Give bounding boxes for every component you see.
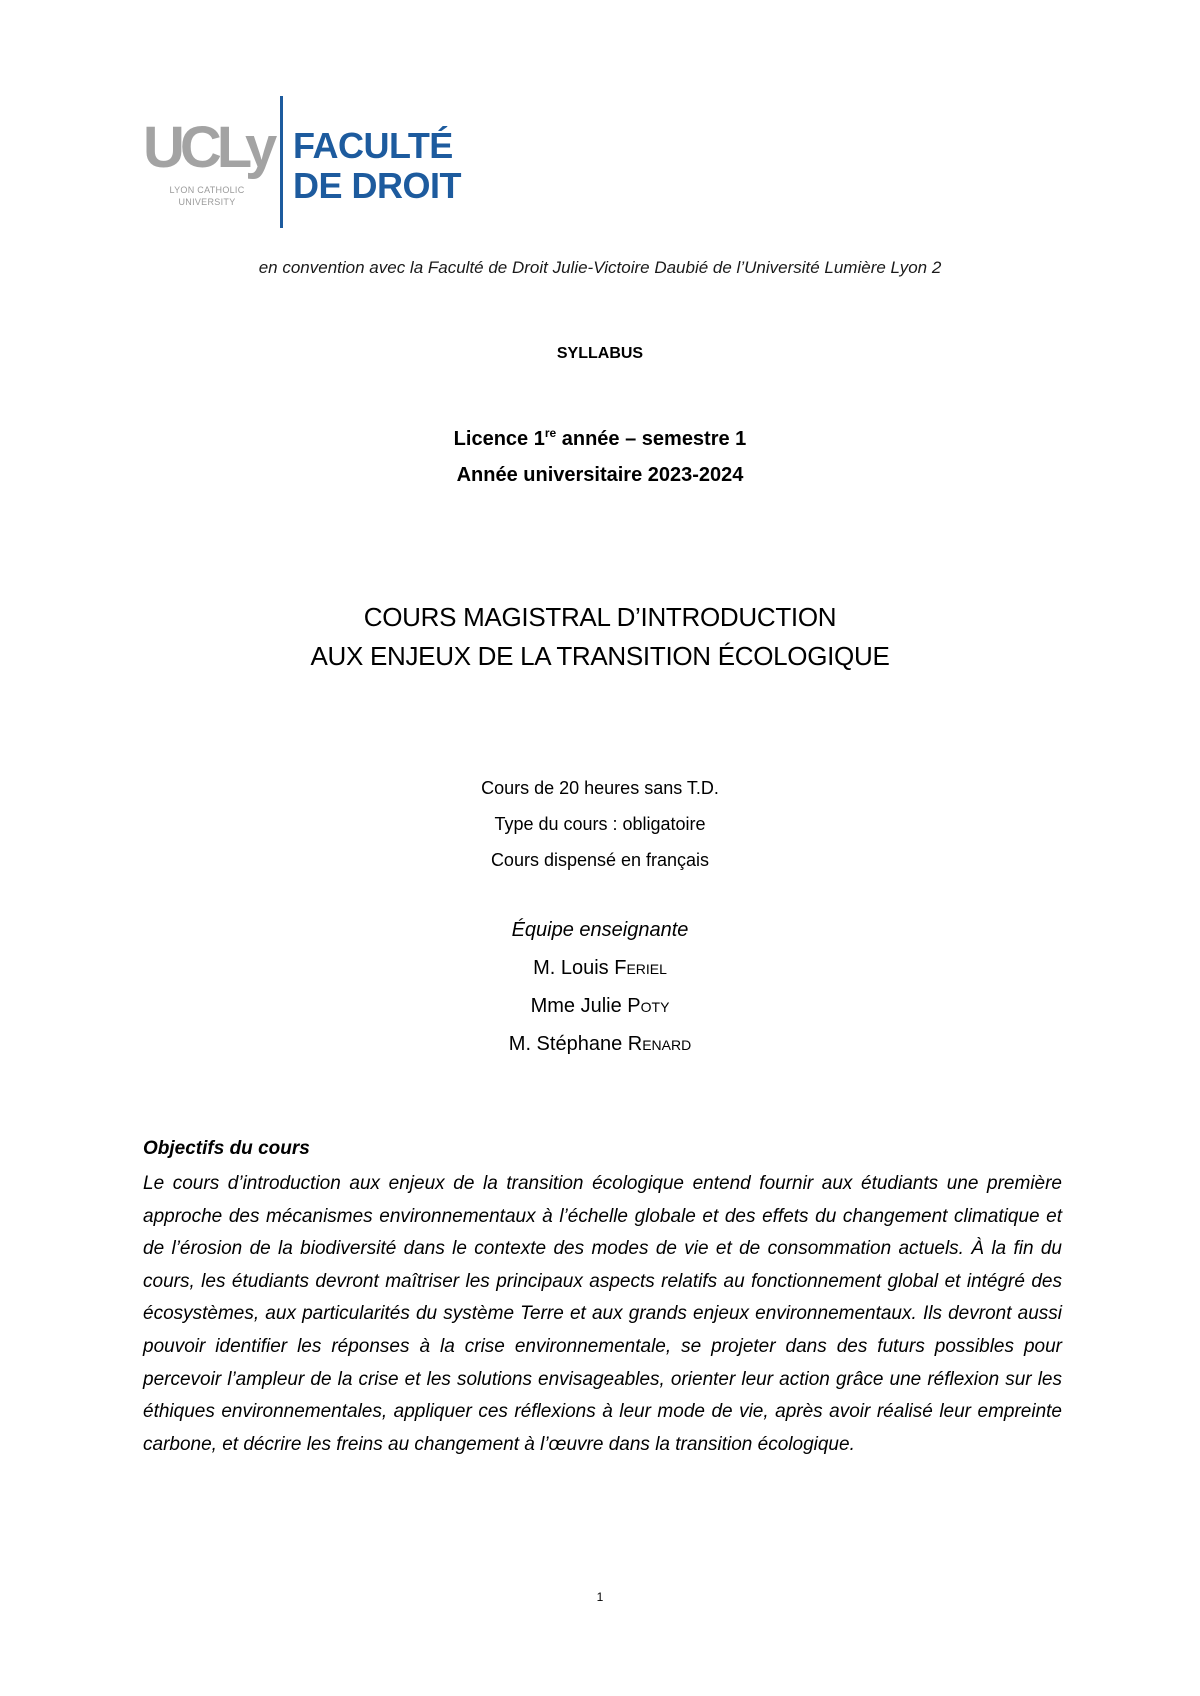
licence-suffix: année – semestre 1	[556, 428, 747, 450]
course-language: Cours dispensé en français	[490, 850, 710, 870]
licence-prefix: Licence 1	[453, 428, 545, 450]
team-member	[0, 1025, 1200, 1063]
course-title-line2: AUX ENJEUX DE LA TRANSITION ÉCOLOGIQUE	[310, 641, 890, 671]
course-hours: Cours de 20 heures sans T.D.	[481, 778, 719, 798]
syllabus-label: SYLLABUS	[556, 345, 644, 362]
teaching-team-title: Équipe enseignante	[511, 919, 689, 941]
objectives-paragraph: Le cours d’introduction aux enjeux de la transition écologique entend fournir aux étudiants une première approche des mécanismes environnementaux à l’échelle globale et des effets du changement climatique et de l’érosion de la biodiversité dans le contexte des modes de vie et de consommation actuels. À la fin du cours, les étudiants devront maîtriser les principaux aspects relatifs au fonctionnement global et intégré des écosystèmes, aux particularités du système Terre et aux grands enjeux environnementaux. Ils devront aussi pouvoir identifier les réponses à la crise environnementale, se projeter dans des futurs possibles pour percevoir l’ampleur de la crise et les solutions envisageables, orienter leur action grâce une réflexion sur les éthiques environnementales, appliquer ces réflexions à leur mode de vie, après avoir réalisé leur empreinte carbone, et décrire les freins au changement à l’œuvre dans la transition écologique.	[143, 1173, 1062, 1455]
team-member-first: M. Louis	[533, 957, 615, 979]
page-number: 1	[596, 1590, 604, 1604]
course-type: Type du cours : obligatoire	[494, 814, 706, 834]
team-member-last: Feriel	[614, 957, 667, 979]
convention-note: en convention avec la Faculté de Droit Julie-Victoire Daubié de l’Université Lumière Lyon 2	[258, 258, 942, 277]
ucly-subtitle	[143, 184, 271, 208]
faculty-name-line1: FACULTÉ	[293, 125, 453, 166]
logo-divider	[280, 96, 283, 228]
team-member-first: M. Stéphane	[508, 1033, 628, 1055]
ucly-subtitle-line2: UNIVERSITY	[178, 197, 236, 207]
course-title	[0, 598, 1200, 676]
team-member	[0, 949, 1200, 987]
ucly-faculte-de-droit-logo	[143, 96, 463, 230]
team-member-last: Renard	[627, 1033, 692, 1055]
objectives-section	[143, 1138, 1062, 1461]
team-member	[0, 987, 1200, 1025]
ucly-subtitle-line1: LYON CATHOLIC	[169, 185, 245, 195]
team-member-last: Poty	[627, 995, 670, 1017]
course-info	[0, 770, 1200, 878]
faculty-name-line2: DE DROIT	[293, 165, 462, 206]
academic-year: Année universitaire 2023-2024	[456, 464, 744, 486]
team-member-first: Mme Julie	[530, 995, 628, 1017]
objectives-heading: Objectifs du cours	[143, 1138, 310, 1159]
licence-block	[0, 421, 1200, 493]
ucly-logo-mark	[143, 115, 273, 208]
teaching-team	[0, 911, 1200, 1063]
faculty-name	[293, 126, 461, 206]
ucly-wordmark: UCLy	[143, 115, 273, 180]
course-title-line1: COURS MAGISTRAL D’INTRODUCTION	[363, 602, 837, 632]
licence-superscript: re	[544, 426, 557, 440]
licence-level	[0, 421, 1200, 457]
